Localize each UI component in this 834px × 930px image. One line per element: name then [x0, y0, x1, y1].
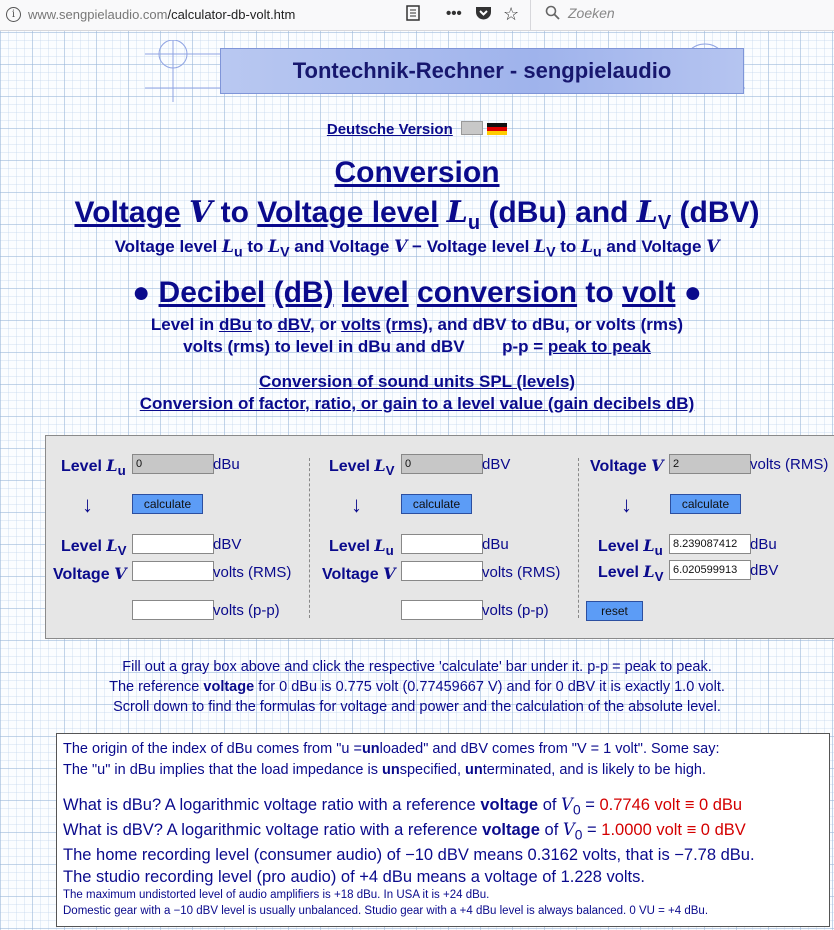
- down-arrow-icon: ↓: [621, 492, 632, 517]
- home-level-line: The home recording level (consumer audio) of −10 dBV means 0.3162 volts, that is −7.78 dBu.: [63, 846, 755, 864]
- peak-to-peak-link[interactable]: peak to peak: [547, 337, 651, 356]
- calculate-lv-button[interactable]: calculate: [401, 494, 472, 514]
- voltage-level-link[interactable]: Voltage level: [257, 196, 439, 229]
- dbu-link[interactable]: dBu: [218, 315, 252, 334]
- sub-sym-u2: u: [593, 244, 602, 261]
- voltage-out-lu-label: Level $L_u$: [598, 536, 663, 559]
- calculate-voltage-button[interactable]: calculate: [670, 494, 741, 514]
- lu-input[interactable]: [132, 454, 214, 474]
- url-field[interactable]: www.sengpielaudio.com/calculator-db-volt.htm: [28, 7, 296, 22]
- spl-conversion-link[interactable]: Conversion of sound units SPL (levels): [258, 372, 576, 391]
- heading-dbu-and: (dBu) and: [488, 196, 629, 229]
- calculator-panel: [45, 435, 834, 639]
- gain-row: [0, 394, 834, 414]
- heading-conversion: [0, 156, 834, 190]
- level-link[interactable]: level: [341, 276, 409, 309]
- bullet-left: ●: [132, 276, 151, 309]
- lv-out-pp-field[interactable]: [401, 600, 483, 620]
- lu-out-voltage-field[interactable]: [132, 561, 214, 581]
- lv-out-voltage-unit: volts (RMS): [482, 564, 561, 581]
- subscript-v: V: [657, 212, 672, 234]
- sub-dash: −: [412, 237, 422, 256]
- lu-out-voltage-label: Voltage V: [53, 564, 127, 583]
- desc-to: to: [256, 315, 273, 334]
- calculate-lu-button[interactable]: calculate: [132, 494, 203, 514]
- lv-out-lu-label: Level $L_u$: [329, 536, 394, 559]
- lu-input-label: Level $L_u$: [61, 456, 126, 479]
- lv-input-label: Level $L_V$: [329, 456, 395, 479]
- small-note-2: Domestic gear with a −10 dBV level is usually unbalanced. Studio gear with a +4 dBu level is always balanced. 0 VU = +4 dBu.: [63, 905, 709, 917]
- lv-out-voltage-field[interactable]: [401, 561, 483, 581]
- reader-view-icon[interactable]: [406, 5, 420, 23]
- heading-main: [0, 195, 834, 235]
- sub-sym-u: u: [233, 244, 243, 261]
- desc-line2: [0, 337, 834, 357]
- search-input[interactable]: Zoeken: [568, 5, 615, 21]
- rms-link[interactable]: rms: [391, 315, 423, 334]
- language-row: [0, 121, 834, 138]
- lu-unit: dBu: [213, 456, 240, 473]
- dbv-definition: What is dBV? A logarithmic voltage ratio with a reference voltage of $V_0 = 1.0000$ volt ≡ 0 dBV: [63, 820, 746, 843]
- sub-sym-l2: L: [268, 237, 281, 257]
- heading-dbv: (dBV): [679, 196, 760, 229]
- heading-to: to: [220, 196, 249, 229]
- lu-out-pp-unit: volts (p-p): [213, 602, 280, 619]
- voltage-link[interactable]: Voltage: [74, 196, 181, 229]
- site-banner: [145, 40, 745, 102]
- down-arrow-icon: ↓: [82, 492, 93, 517]
- lv-unit: dBV: [482, 456, 511, 473]
- decibel-link[interactable]: Decibel: [158, 276, 266, 309]
- note-line-3: Scroll down to find the formulas for voltage and power and the calculation of the absolute level.: [113, 699, 721, 715]
- column-divider-1: [309, 458, 310, 618]
- sub-part6: and Voltage: [606, 237, 702, 256]
- reset-button[interactable]: reset: [586, 601, 643, 621]
- desc-pp: p-p =: [502, 337, 544, 356]
- sub-part4: Voltage level: [426, 237, 530, 256]
- volt-link[interactable]: volt: [622, 276, 676, 309]
- search-icon: [545, 5, 560, 23]
- subscript-u: u: [467, 212, 481, 234]
- sub-sym-vv2: V: [706, 237, 720, 257]
- lu-out-lv-label: Level $L_V$: [61, 536, 127, 559]
- info-box: [56, 733, 830, 927]
- lv-out-lu-unit: dBu: [482, 536, 509, 553]
- voltage-out-lv-unit: dBV: [750, 562, 779, 579]
- lv-out-voltage-label: Voltage V: [322, 564, 396, 583]
- db-link[interactable]: (dB): [273, 276, 334, 309]
- conversion-link[interactable]: Conversion: [334, 156, 500, 189]
- uk-flag-icon: [461, 121, 483, 135]
- voltage-input-label: Voltage V: [590, 456, 664, 475]
- lv-out-lu-field[interactable]: [401, 534, 483, 554]
- lu-out-lv-unit: dBV: [213, 536, 242, 553]
- studio-level-line: The studio recording level (pro audio) of +4 dBu means a voltage of 1.228 volts.: [63, 868, 645, 886]
- instructions: [0, 657, 834, 717]
- pocket-icon[interactable]: [475, 5, 492, 23]
- gain-conversion-link[interactable]: Conversion of factor, ratio, or gain to a level value (gain decibels dB): [139, 394, 695, 413]
- note-line-2: The reference voltage for 0 dBu is 0.775 volt (0.77459667 V) and for 0 dBV it is exactly 1.0 volt.: [109, 679, 725, 695]
- note-line-1: Fill out a gray box above and click the respective 'calculate' bar under it. p-p = peak to peak.: [122, 659, 712, 675]
- bullet-right: ●: [683, 276, 702, 309]
- sub-sym-l3: L: [534, 237, 547, 257]
- column-divider-2: [578, 458, 579, 618]
- info-line-1: The origin of the index of dBu comes from "u =unloaded" and dBV comes from "V = 1 volt". Some say:: [63, 741, 720, 757]
- banner-title: Tontechnik-Rechner - sengpielaudio: [292, 58, 672, 83]
- desc-l2: volts (rms) to level in dBu and dBV: [183, 337, 465, 356]
- voltage-out-lu-field[interactable]: [669, 534, 751, 554]
- sub-sym-l: L: [222, 237, 234, 257]
- small-note-1: The maximum undistorted level of audio amplifiers is +18 dBu. In USA it is +24 dBu.: [63, 889, 490, 901]
- dbv-link[interactable]: dBV: [277, 315, 310, 334]
- voltage-out-lu-unit: dBu: [750, 536, 777, 553]
- info-icon[interactable]: i: [6, 7, 21, 22]
- banner-box: [220, 48, 744, 94]
- conversion-title-link[interactable]: conversion: [417, 276, 578, 309]
- lv-out-pp-unit: volts (p-p): [482, 602, 549, 619]
- german-version-link[interactable]: Deutsche Version: [326, 121, 453, 138]
- sub-sym-l4: L: [581, 237, 593, 257]
- german-flag-icon: [487, 123, 507, 135]
- sub-sym-v: V: [280, 244, 290, 261]
- voltage-unit: volts (RMS): [750, 456, 829, 473]
- sub-sym-vv: V: [394, 237, 408, 257]
- desc-line1: Level in dBu to dBV, or volts (rms), and dBV to dBu, or volts (rms): [150, 315, 684, 334]
- lu-out-voltage-unit: volts (RMS): [213, 564, 292, 581]
- sub-part2: to: [247, 237, 264, 256]
- symbol-l-2: L: [636, 195, 658, 230]
- more-icon[interactable]: •••: [446, 5, 462, 22]
- symbol-v: V: [188, 195, 213, 230]
- voltage-out-lv-field[interactable]: [669, 560, 751, 580]
- voltage-out-lv-label: Level $L_V$: [598, 562, 664, 585]
- lu-out-pp-field[interactable]: [132, 600, 214, 620]
- big-title: [0, 276, 834, 310]
- desc-a: Level in: [150, 315, 215, 334]
- info-line-2: The "u" in dBu implies that the load impedance is unspecified, unterminated, and is likely to be high.: [63, 762, 707, 778]
- bookmark-star-icon[interactable]: ☆: [503, 4, 520, 24]
- lu-out-lv-field[interactable]: [132, 534, 214, 554]
- dbu-definition: What is dBu? A logarithmic voltage ratio with a reference voltage of $V_0 = 0.7746$ volt ≡ 0 dBu: [63, 795, 743, 818]
- sub-part3: and Voltage: [294, 237, 390, 256]
- sub-part5: to: [560, 237, 577, 256]
- sub-sym-v2: V: [546, 244, 556, 261]
- desc-or: , or: [309, 315, 337, 334]
- voltage-input[interactable]: [669, 454, 751, 474]
- browser-toolbar: [0, 0, 834, 31]
- desc-rest: , and dBV to dBu, or volts (rms): [428, 315, 684, 334]
- title-to: to: [585, 276, 614, 309]
- lv-input[interactable]: [401, 454, 483, 474]
- sub-part1: Voltage level: [114, 237, 218, 256]
- volts-link[interactable]: volts: [341, 315, 381, 334]
- symbol-l: L: [446, 195, 468, 230]
- spl-row: [0, 372, 834, 392]
- toolbar-separator: [530, 0, 531, 30]
- down-arrow-icon: ↓: [351, 492, 362, 517]
- subheading: [0, 237, 834, 260]
